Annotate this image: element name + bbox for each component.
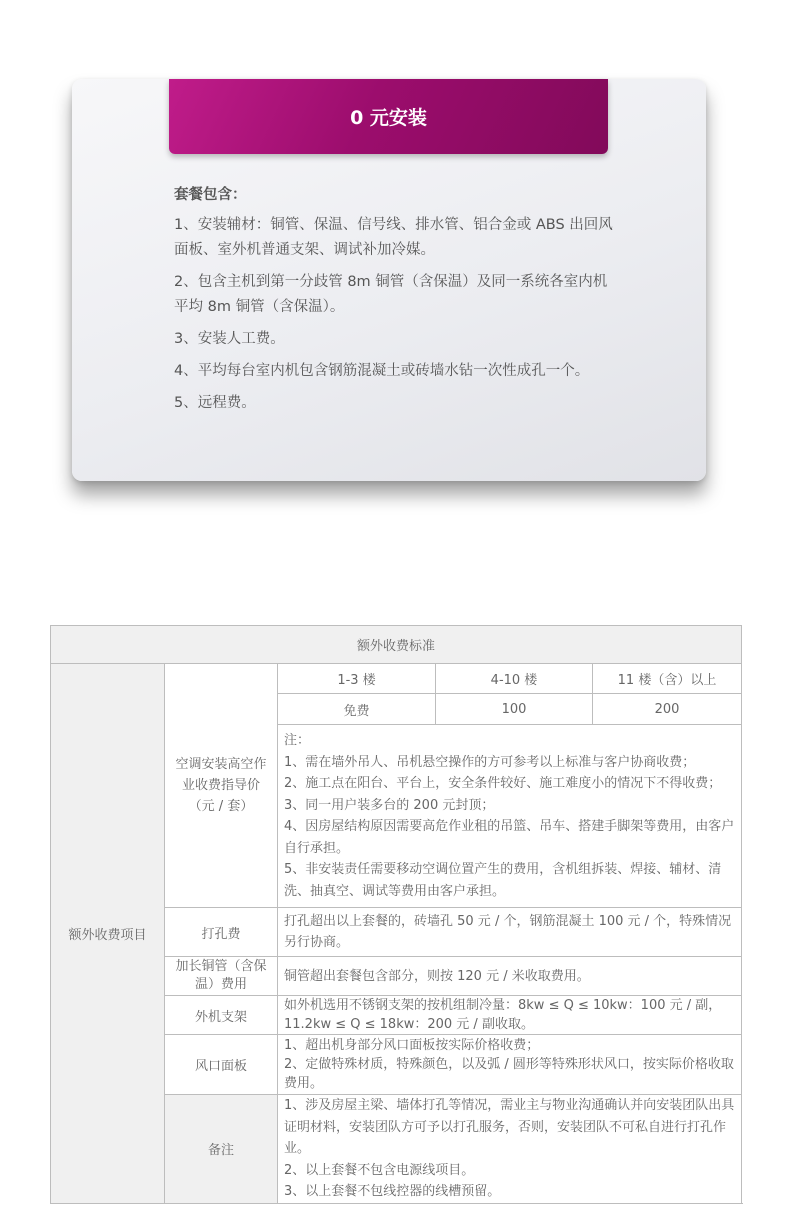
remark-line: 1、涉及房屋主梁、墙体打孔等情况，需业主与物业沟通确认并向安装团队出具证明材料，安装团队方可予以打孔服务，否则，安装团队不可私自进行打孔作业。 xyxy=(284,1098,735,1156)
high-altitude-label: 空调安装高空作业收费指导价（元 / 套） xyxy=(165,664,278,908)
floor-header: 1-3 楼 xyxy=(278,664,436,694)
package-item: 2、包含主机到第一分歧管 8m 铜管（含保温）及同一系统各室内机平均 8m 铜管（含保温）。 xyxy=(174,274,608,315)
package-item: 1、安装辅材：铜管、保温、信号线、排水管、铝合金或 ABS 出回风面板、室外机普通支架、调试补加冷媒。 xyxy=(174,217,613,258)
vent-panel-label: 风口面板 xyxy=(165,1035,278,1095)
floor-price: 100 xyxy=(436,694,593,725)
remark-line: 2、以上套餐不包含电源线项目。 xyxy=(284,1162,475,1178)
copper-pipe-text: 铜管超出套餐包含部分，则按 120 元 / 米收取费用。 xyxy=(278,957,742,996)
package-card xyxy=(72,79,706,481)
vent-panel-text xyxy=(278,1035,742,1095)
extra-fee-category: 额外收费项目 xyxy=(51,664,165,1204)
note-line: 5、非安装责任需要移动空调位置产生的费用，含机组拆装、焊接、辅材、清洗、抽真空、调试等费用由客户承担。 xyxy=(284,862,722,899)
note-line: 2、施工点在阳台、平台上，安全条件较好、施工难度小的情况下不得收费； xyxy=(284,776,722,791)
package-item: 4、平均每台室内机包含钢筋混凝土或砖墙水钻一次性成孔一个。 xyxy=(174,363,590,379)
drilling-fee-text: 打孔超出以上套餐的，砖墙孔 50 元 / 个，钢筋混凝土 100 元 / 个，特殊情况另行协商。 xyxy=(278,908,742,957)
high-altitude-notes xyxy=(278,725,742,908)
package-contents xyxy=(174,183,614,423)
bracket-label: 外机支架 xyxy=(165,996,278,1035)
vent-line: 2、定做特殊材质，特殊颜色，以及弧 / 圆形等特殊形状风口，按实际价格收取费用。 xyxy=(284,1057,734,1091)
floor-header: 4-10 楼 xyxy=(436,664,593,694)
extra-fee-table xyxy=(50,625,742,1204)
note-line: 1、需在墙外吊人、吊机悬空操作的方可参考以上标准与客户协商收费； xyxy=(284,754,696,770)
package-title-banner: 0 元安装 xyxy=(169,79,608,154)
note-line: 4、因房屋结构原因需要高危作业租的吊篮、吊车、搭建手脚架等费用，由客户自行承担。 xyxy=(284,819,735,856)
bracket-text: 如外机选用不锈钢支架的按机组制冷量：8kw ≤ Q ≤ 10kw：100 元 / 副，11.2kw ≤ Q ≤ 18kw：200 元 / 副收取。 xyxy=(278,996,742,1035)
package-item: 5、远程费。 xyxy=(174,395,256,411)
note-line: 注： xyxy=(284,733,311,748)
copper-pipe-label: 加长铜管（含保温）费用 xyxy=(165,957,278,996)
table-title: 额外收费标准 xyxy=(51,626,742,664)
remark-line: 3、以上套餐不包线控器的线槽预留。 xyxy=(284,1184,501,1199)
drilling-fee-label: 打孔费 xyxy=(165,908,278,957)
package-heading: 套餐包含： xyxy=(174,187,247,203)
note-line: 3、同一用户装多台的 200 元封顶； xyxy=(284,797,495,813)
floor-header: 11 楼（含）以上 xyxy=(593,664,742,694)
package-item: 3、安装人工费。 xyxy=(174,331,285,347)
remarks-label: 备注 xyxy=(165,1095,278,1204)
vent-line: 1、超出机身部分风口面板按实际价格收费； xyxy=(284,1038,540,1053)
remarks-text xyxy=(278,1095,742,1204)
floor-price: 200 xyxy=(593,694,742,725)
floor-price: 免费 xyxy=(278,694,436,725)
